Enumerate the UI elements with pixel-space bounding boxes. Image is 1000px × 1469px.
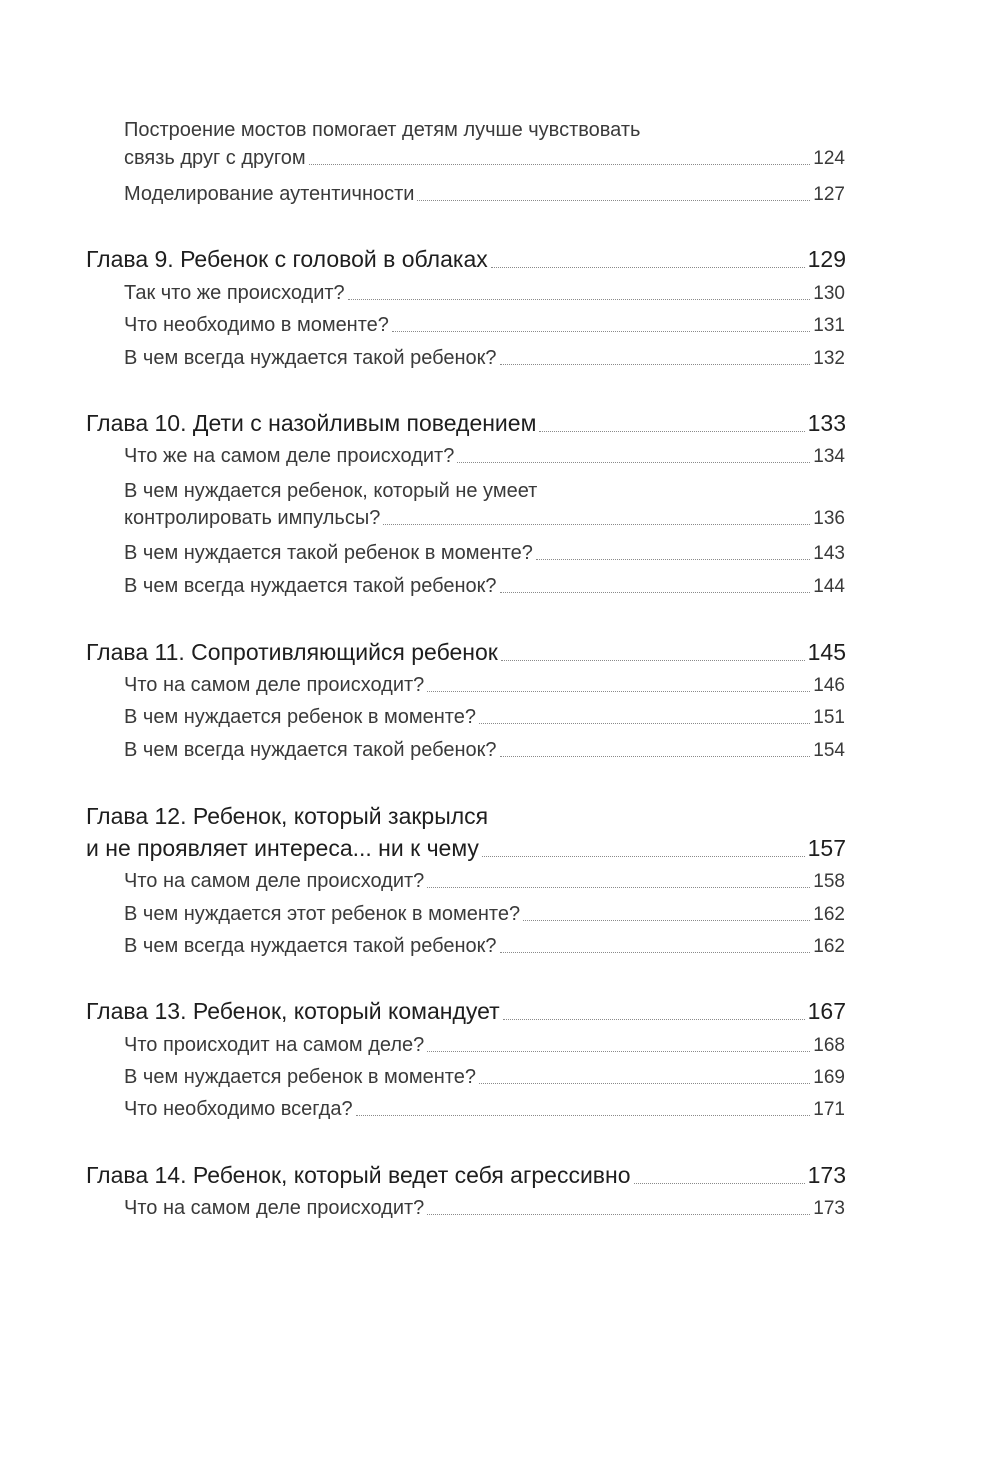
toc-entry-title: В чем нуждается ребенок в моменте? [124, 706, 476, 728]
toc-entry-page: 169 [813, 1067, 845, 1088]
toc-entry [124, 1099, 845, 1119]
toc-entry [124, 543, 845, 563]
toc-chapter-title: Глава 10. Дети с назойливым поведением [86, 410, 537, 436]
toc-chapter-title: Глава 14. Ребенок, который ведет себя агрессивно [86, 1162, 631, 1188]
toc-entry-page: 146 [813, 675, 845, 696]
toc-chapter-title: и не проявляет интереса... ни к чему [86, 835, 479, 861]
toc-entry-title: В чем нуждается такой ребенок в моменте? [124, 542, 533, 564]
dot-leader [427, 1051, 810, 1052]
toc-entry [124, 707, 845, 727]
dot-leader [539, 431, 804, 432]
toc-entry [124, 315, 845, 335]
dot-leader [427, 887, 810, 888]
toc-chapter [86, 412, 846, 435]
dot-leader [479, 1083, 810, 1084]
dot-leader [500, 364, 811, 365]
toc-entry [124, 1067, 845, 1087]
toc-entry-line1: В чем нуждается ребенок, который не умеет [124, 480, 538, 502]
toc-entry-page: 162 [813, 936, 845, 957]
toc-entry-title: Что же на самом деле происходит? [124, 445, 455, 467]
dot-leader [427, 691, 810, 692]
toc-entry-page: 124 [813, 148, 845, 169]
toc-chapter [86, 1164, 846, 1187]
toc-entry-page: 168 [813, 1035, 845, 1056]
toc-chapter-page: 167 [807, 998, 846, 1024]
toc-entry-title: Моделирование аутентичности [124, 183, 415, 205]
dot-leader [417, 200, 810, 201]
toc-entry [124, 740, 845, 760]
toc-chapter-line1: Глава 12. Ребенок, который закрылся [86, 803, 489, 829]
toc-chapter-page: 145 [807, 639, 846, 665]
toc-entry [124, 871, 845, 891]
toc-entry-title: В чем всегда нуждается такой ребенок? [124, 739, 497, 761]
toc-entry [124, 446, 845, 466]
toc-entry [124, 904, 845, 924]
dot-leader [503, 1019, 805, 1020]
toc-chapter [86, 1000, 846, 1023]
dot-leader [501, 660, 805, 661]
toc-entry-line1: Построение мостов помогает детям лучше чувствовать [124, 119, 641, 141]
toc-entry-page: 130 [813, 283, 845, 304]
toc-entry-title: В чем всегда нуждается такой ребенок? [124, 575, 497, 597]
toc-entry [124, 1198, 845, 1218]
toc-entry-page: 131 [813, 315, 845, 336]
toc-entry-title: В чем нуждается ребенок в моменте? [124, 1066, 476, 1088]
toc-chapter-title: Глава 11. Сопротивляющийся ребенок [86, 639, 498, 665]
toc-entry-page: 158 [813, 871, 845, 892]
toc-entry-page: 134 [813, 446, 845, 467]
dot-leader [523, 920, 810, 921]
toc-entry [124, 283, 845, 303]
toc-entry [124, 148, 845, 168]
toc-entry-title: Что необходимо всегда? [124, 1098, 353, 1120]
dot-leader [383, 524, 810, 525]
toc-chapter [86, 837, 846, 860]
dot-leader [536, 559, 810, 560]
toc-entry-title: Что на самом деле происходит? [124, 1197, 425, 1219]
toc-chapter-page: 157 [807, 835, 846, 861]
toc-entry-title: Так что же происходит? [124, 282, 345, 304]
toc-entry-title: Что необходимо в моменте? [124, 314, 389, 336]
toc-entry-title: В чем всегда нуждается такой ребенок? [124, 935, 497, 957]
toc-entry-page: 173 [813, 1198, 845, 1219]
toc-entry [124, 348, 845, 368]
toc-entry-page: 127 [813, 184, 845, 205]
dot-leader [348, 299, 811, 300]
toc-entry-title: контролировать импульсы? [124, 507, 381, 529]
dot-leader [500, 592, 811, 593]
toc-entry [124, 936, 845, 956]
toc-entry-title: Что на самом деле происходит? [124, 674, 425, 696]
toc-entry-page: 171 [813, 1099, 845, 1120]
toc-entry-page: 132 [813, 348, 845, 369]
dot-leader [309, 164, 811, 165]
toc-entry-page: 144 [813, 576, 845, 597]
toc-entry-title: В чем всегда нуждается такой ребенок? [124, 347, 497, 369]
dot-leader [500, 756, 811, 757]
toc-entry-page: 151 [813, 707, 845, 728]
toc-entry [124, 576, 845, 596]
toc-chapter-title: Глава 9. Ребенок с головой в облаках [86, 246, 488, 272]
toc-chapter-title: Глава 13. Ребенок, который командует [86, 998, 500, 1024]
dot-leader [392, 331, 810, 332]
toc-chapter-page: 129 [807, 246, 846, 272]
toc-entry-title: связь друг с другом [124, 147, 306, 169]
toc-entry-page: 143 [813, 543, 845, 564]
toc-chapter-page: 173 [807, 1162, 846, 1188]
toc-entry-title: Что происходит на самом деле? [124, 1034, 425, 1056]
toc-entry [124, 508, 845, 528]
toc-entry-page: 154 [813, 740, 845, 761]
dot-leader [479, 723, 810, 724]
toc-chapter-page: 133 [807, 410, 846, 436]
toc-entry [124, 184, 845, 204]
dot-leader [457, 462, 810, 463]
toc-chapter [86, 248, 846, 271]
dot-leader [634, 1183, 805, 1184]
dot-leader [491, 267, 805, 268]
toc-chapter [86, 641, 846, 664]
toc-entry-title: Что на самом деле происходит? [124, 870, 425, 892]
toc-entry-title: В чем нуждается этот ребенок в моменте? [124, 903, 521, 925]
toc-entry [124, 1035, 845, 1055]
dot-leader [482, 856, 805, 857]
dot-leader [427, 1214, 810, 1215]
toc-entry-page: 136 [813, 508, 845, 529]
toc-entry-page: 162 [813, 904, 845, 925]
toc-entry [124, 675, 845, 695]
dot-leader [356, 1115, 811, 1116]
dot-leader [500, 952, 811, 953]
